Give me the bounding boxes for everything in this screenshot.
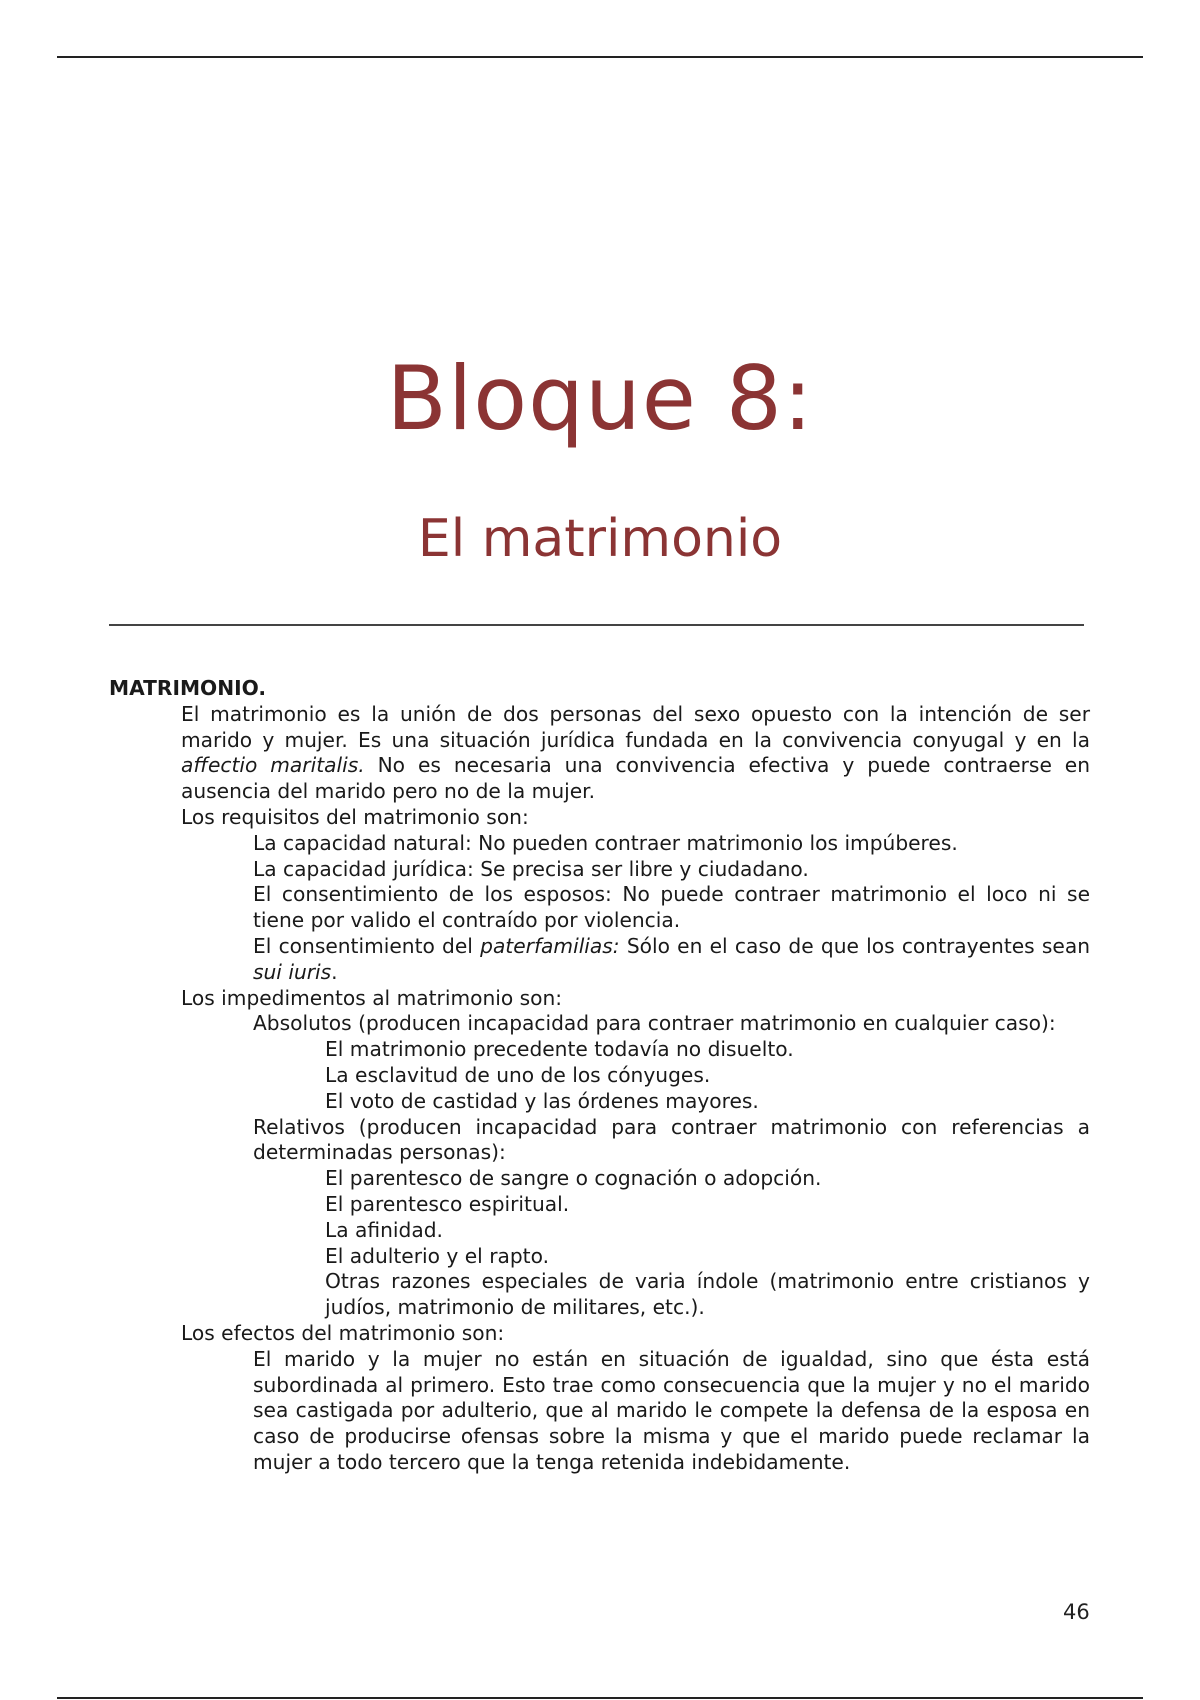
intro-paragraph: El matrimonio es la unión de dos personas del sexo opuesto con la intención de ser marido y mujer. Es una situación jurídica fundada en la convivencia conyugal y en la affectio maritalis. No es necesaria una convivencia efectiva y puede contraerse en ausencia del marido pero no de la mujer. (181, 701, 1091, 804)
list-item: El adulterio y el rapto. (325, 1243, 550, 1268)
list-item: El voto de castidad y las órdenes mayores. (325, 1088, 759, 1113)
efectos-paragraph: El marido y la mujer no están en situación de igualdad, sino que ésta está subordinada al primero. Esto trae como consecuencia que la mujer y no el marido sea castigada por adulterio, que al marido le compete la defensa de la esposa en caso de producirse ofensas sobre la misma y que el marido puede reclamar la mujer a todo tercero que la tenga retenida indebidamente. (253, 1346, 1090, 1474)
page-number: 46 (1063, 1600, 1090, 1624)
efectos-label: Los efectos del matrimonio son: (181, 1320, 505, 1345)
list-item: La afinidad. (325, 1217, 443, 1242)
section-heading: MATRIMONIO. (109, 676, 267, 700)
impedimentos-label: Los impedimentos al matrimonio son: (181, 985, 563, 1010)
page-subtitle: El matrimonio (417, 509, 783, 569)
list-item: El consentimiento de los esposos: No puede contraer matrimonio el loco ni se tiene por valido el contraído por violencia. (253, 882, 1090, 933)
document-body (109, 676, 1090, 1476)
footer-rule (57, 1697, 1143, 1699)
page-title: Bloque 8: (386, 347, 814, 450)
list-item: La capacidad jurídica: Se precisa ser libre y ciudadano. (253, 856, 809, 881)
list-item: Otras razones especiales de varia índole (matrimonio entre cristianos y judíos, matrimonio de militares, etc.). (325, 1269, 1090, 1320)
absolutos-label: Absolutos (producen incapacidad para contraer matrimonio en cualquier caso): (253, 1011, 1056, 1036)
list-item: La esclavitud de uno de los cónyuges. (325, 1062, 711, 1087)
title-divider (109, 624, 1084, 626)
requisitos-label: Los requisitos del matrimonio son: (181, 804, 529, 829)
list-item: El parentesco de sangre o cognación o adopción. (325, 1166, 822, 1191)
list-item: El matrimonio precedente todavía no disuelto. (325, 1037, 794, 1062)
list-item: La capacidad natural: No pueden contraer matrimonio los impúberes. (253, 830, 958, 855)
list-item: El consentimiento del paterfamilias: Sólo en el caso de que los contrayentes sean sui iuris. (253, 933, 1090, 984)
header-rule (57, 56, 1143, 58)
list-item: El parentesco espiritual. (325, 1191, 570, 1216)
relativos-label: Relativos (producen incapacidad para contraer matrimonio con referencias a determinadas personas): (253, 1114, 1090, 1165)
